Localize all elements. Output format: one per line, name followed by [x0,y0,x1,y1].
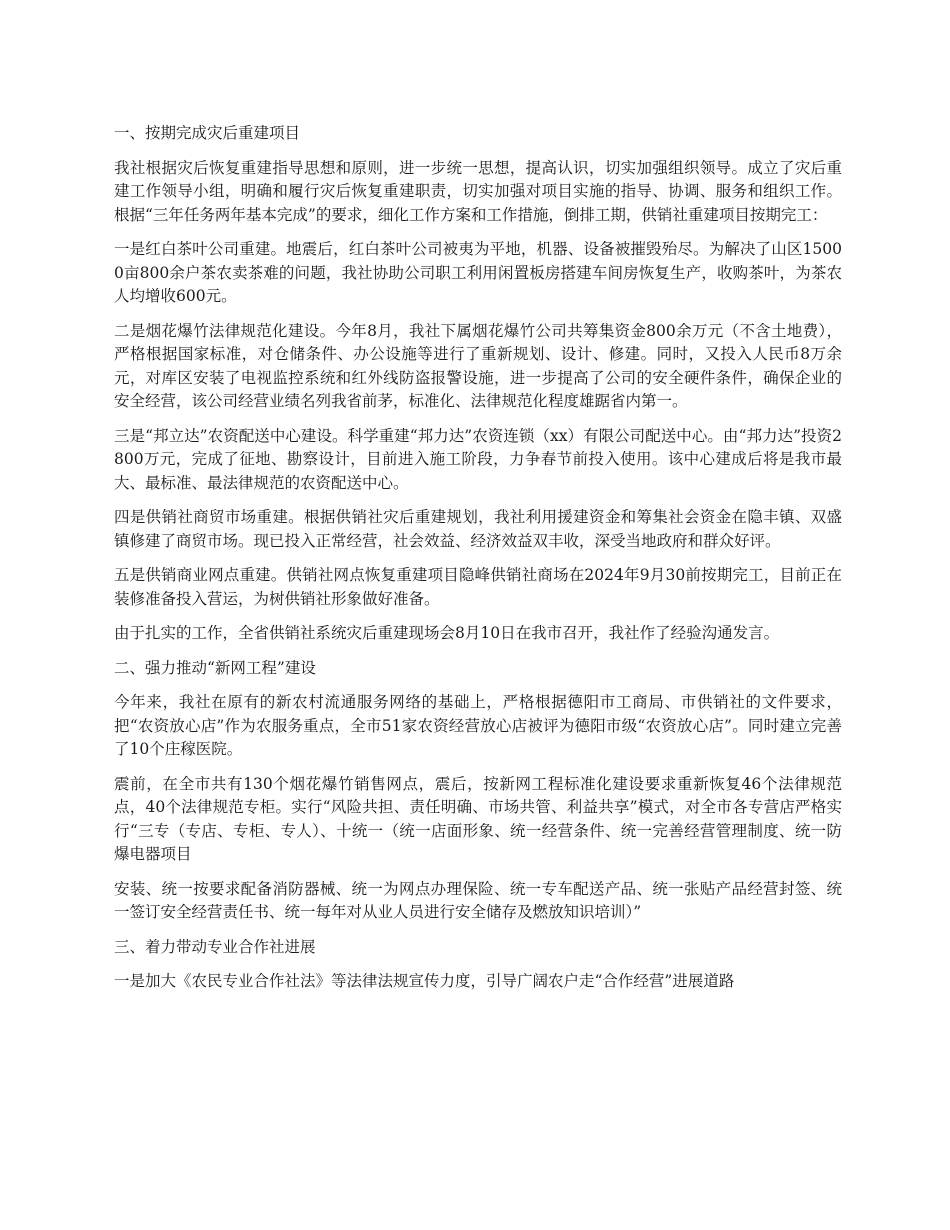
paragraph-conference: 由于扎实的工作，全省供销社系统灾后重建现场会8月10日在我市召开，我社作了经验沟通发言。 [114,624,780,642]
paragraph-distribution-center: 三是“邦立达”农资配送中心建设。科学重建“邦力达”农资连锁（xx）有限公司配送中心。由“邦力达”投资2800万元，完成了征地、勘察设计，目前进入施工阶段，力争春节前投入使用。该中心建成后将是我市最大、最标准、最法律规范的农资配送中心。 [114,426,842,492]
paragraph-outlets: 五是供销商业网点重建。供销社网点恢复重建项目隐峰供销社商场在2024年9月30前按期完工，目前正在装修准备投入营运，为树供销社形象做好准备。 [114,566,842,608]
section-heading-1: 一、按期完成灾后重建项目 [114,124,301,142]
section-heading-2: 二、强力推动“新网工程”建设 [114,658,316,677]
paragraph-market: 四是供销社商贸市场重建。根据供销社灾后重建规划，我社利用援建资金和筹集社会资金在隐丰镇、双盛镇修建了商贸市场。现已投入正常经营，社会效益、经济效益双丰收，深受当地政府和群众好评。 [114,508,842,550]
paragraph-unification: 安装、统一按要求配备消防器械、统一为网点办理保险、统一专车配送产品、统一张贴产品经营封签、统一签订安全经营责任书、统一每年对从业人员进行安全储存及燃放知识培训）” [114,879,842,921]
section-heading-3: 三、着力带动专业合作社进展 [114,937,316,956]
paragraph-intro: 我社根据灾后恢复重建指导思想和原则，进一步统一思想，提高认识，切实加强组织领导。成立了灾后重建工作领导小组，明确和履行灾后恢复重建职责，切实加强对项目实施的指导、协调、服务和组织工作。根据“三年任务两年基本完成”的要求，细化工作方案和工作措施，倒排工期，供销社重建项目按期完工： [114,158,842,224]
document-page [114,122,842,1005]
paragraph-fireworks-outlets: 震前，在全市共有130个烟花爆竹销售网点，震后，按新网工程标准化建设要求重新恢复46个法律规范点，40个法律规范专柜。实行“风险共担、责任明确、市场共管、利益共享”模式，对全市各专营店严格实行“三专（专店、专柜、专人）、十统一（统一店面形象、统一经营条件、统一完善经营管理制度、统一防爆电器项目 [114,774,842,863]
paragraph-network: 今年来，我社在原有的新农村流通服务网络的基础上，严格根据德阳市工商局、市供销社的文件要求，把“农资放心店”作为农服务重点，全市51家农资经营放心店被评为德阳市级“农资放心店”。同时建立完善了10个庄稼医院。 [114,693,842,758]
paragraph-cooperative: 一是加大《农民专业合作社法》等法律法规宣传力度，引导广阔农户走“合作经营”进展道路 [114,972,735,990]
paragraph-fireworks: 二是烟花爆竹法律规范化建设。今年8月，我社下属烟花爆竹公司共筹集资金800余万元（不含土地费），严格根据国家标准，对仓储条件、办公设施等进行了重新规划、设计、修建。同时，又投入人民币8万余元，对库区安装了电视监控系统和红外线防盗报警设施，进一步提高了公司的安全硬件条件，确保企业的安全经营，该公司经营业绩名列我省前茅，标准化、法律规范化程度雄踞省内第一。 [114,321,842,410]
paragraph-tea-company: 一是红白茶叶公司重建。地震后，红白茶叶公司被夷为平地，机器、设备被摧毁殆尽。为解决了山区15000亩800余户茶农卖茶难的问题，我社协助公司职工利用闲置板房搭建车间房恢复生产，收购茶叶，为茶农人均增收600元。 [114,240,842,305]
